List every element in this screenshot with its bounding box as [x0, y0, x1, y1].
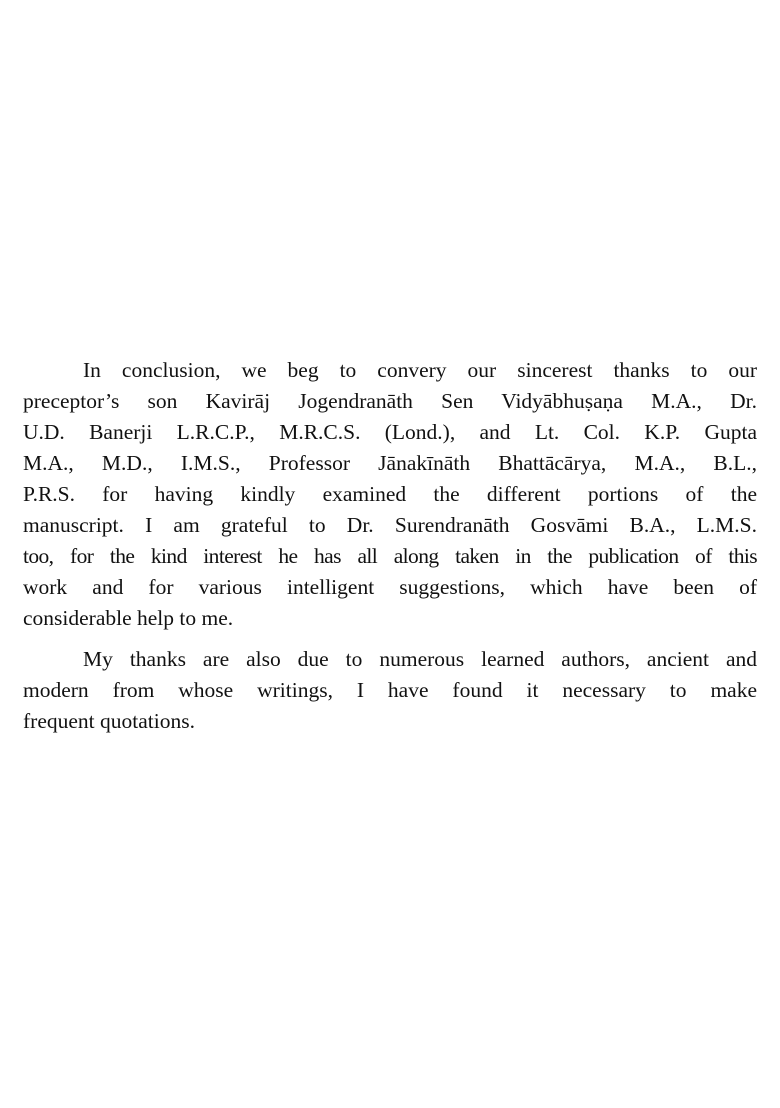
- text-line: In conclusion, we beg to convery our sincerest thanks to our: [83, 358, 757, 382]
- text-line: manuscript. I am grateful to Dr. Surendranāth Gosvāmi B.A., L.M.S.: [23, 513, 757, 537]
- text-line: M.A., M.D., I.M.S., Professor Jānakīnāth Bhattācārya, M.A., B.L.,: [23, 451, 757, 475]
- text-line: preceptor’s son Kavirāj Jogendranāth Sen Vidyābhuṣaṇa M.A., Dr.: [23, 389, 757, 413]
- paragraph-acknowledgements: [23, 355, 757, 634]
- text-line: considerable help to me.: [23, 606, 234, 630]
- document-body: [23, 355, 757, 737]
- text-line: My thanks are also due to numerous learned authors, ancient and: [83, 647, 757, 671]
- text-line: work and for various intelligent suggestions, which have been of: [23, 575, 757, 599]
- text-line: U.D. Banerji L.R.C.P., M.R.C.S. (Lond.), and Lt. Col. K.P. Gupta: [23, 420, 757, 444]
- text-line: frequent quotations.: [23, 709, 195, 733]
- text-line: modern from whose writings, I have found it necessary to make: [23, 678, 757, 702]
- paragraph-thanks-authors: [23, 644, 757, 737]
- text-line: too, for the kind interest he has all along taken in the publication of this: [23, 544, 757, 568]
- text-line: P.R.S. for having kindly examined the different portions of the: [23, 482, 757, 506]
